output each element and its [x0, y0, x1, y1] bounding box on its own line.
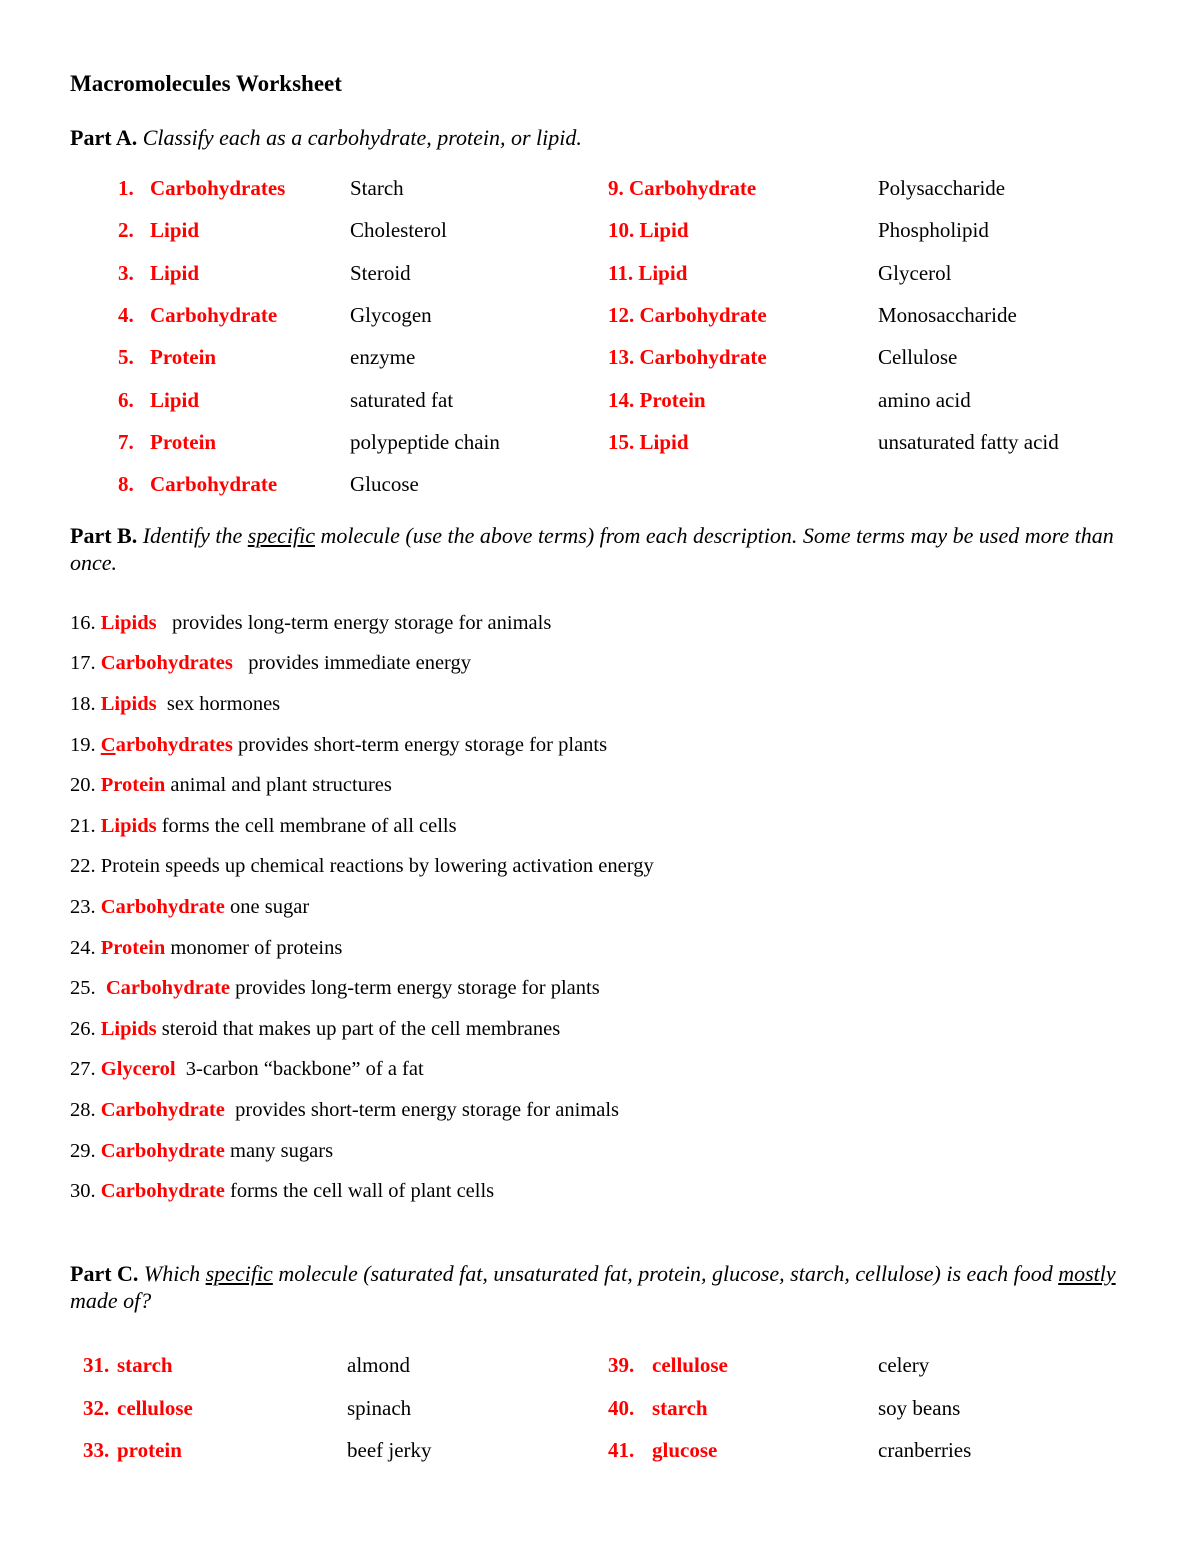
- text-segment: made of?: [70, 1260, 1122, 1314]
- part-c-row: [608, 1387, 1130, 1429]
- answer-text: Lipid: [150, 387, 200, 412]
- item-number: 9.: [608, 176, 624, 201]
- answer-text: protein: [117, 1438, 182, 1463]
- answer-run: [608, 261, 878, 286]
- term-text: Glycerol: [878, 260, 952, 285]
- text-segment: Carbohydrate: [100, 1180, 225, 1203]
- text-segment: Part A.: [70, 125, 138, 150]
- text-segment: provides immediate energy: [232, 652, 472, 675]
- part-b-item: [70, 1171, 1130, 1212]
- text-segment: arbohydrates: [115, 733, 233, 756]
- text-segment: 29.: [70, 1139, 101, 1162]
- answer-text: Carbohydrate: [150, 472, 278, 497]
- part-a-list-right: [608, 168, 1130, 464]
- page-title: Macromolecules Worksheet: [70, 71, 342, 96]
- text-segment: provides long-term energy storage for plants: [230, 977, 600, 1000]
- text-segment: molecule (use the above terms) from each description. Some terms may be used more than once.: [70, 522, 1120, 576]
- text-segment: specific: [247, 522, 315, 548]
- part-b-item: [70, 1009, 1130, 1050]
- text-segment: mostly: [1058, 1260, 1116, 1286]
- term-text: Phospholipid: [878, 218, 989, 243]
- item-number: 6.: [118, 387, 134, 412]
- text-segment: sex hormones: [156, 693, 281, 716]
- text-segment: 17.: [70, 652, 101, 675]
- term-text: polypeptide chain: [350, 429, 500, 454]
- answer-text: Carbohydrate: [150, 303, 278, 328]
- text-segment: Part C.: [70, 1260, 139, 1286]
- term-text: Starch: [350, 176, 404, 201]
- answer-run: [608, 303, 878, 328]
- text-segment: Carbohydrate: [100, 1099, 225, 1121]
- text-segment: Which: [143, 1260, 206, 1286]
- term-text: Polysaccharide: [878, 176, 1006, 201]
- item-number: 5.: [118, 345, 134, 370]
- part-b-item: [70, 725, 1130, 766]
- answer-text: Lipid: [638, 260, 688, 285]
- term-text: Cholesterol: [350, 218, 447, 243]
- part-b-list: [70, 603, 1130, 1212]
- text-segment: 21.: [70, 814, 101, 837]
- item-number: 39.: [608, 1353, 635, 1378]
- item-number: 11.: [608, 260, 634, 285]
- part-c-header: [70, 1260, 1130, 1315]
- term-text: Glucose: [350, 472, 419, 497]
- part-a-row: [608, 379, 1130, 421]
- text-segment: 27.: [70, 1058, 101, 1081]
- part-c-row: [608, 1345, 1130, 1387]
- answer-run: [608, 345, 878, 370]
- item-number: 31.: [83, 1353, 110, 1378]
- part-c-row: [608, 1429, 1130, 1471]
- food-text: soy beans: [878, 1395, 961, 1420]
- text-segment: Lipids: [100, 1017, 157, 1040]
- item-number: 40.: [608, 1395, 635, 1420]
- item-number: 14.: [608, 387, 635, 412]
- text-segment: specific: [205, 1260, 273, 1286]
- text-segment: many sugars: [224, 1139, 334, 1162]
- text-segment: provides long-term energy storage for animals: [156, 611, 552, 634]
- part-b-item: [70, 643, 1130, 684]
- item-number: 13.: [608, 345, 635, 370]
- answer-text: cellulose: [652, 1353, 728, 1378]
- answer-text: Protein: [150, 345, 217, 370]
- text-segment: forms the cell wall of plant cells: [224, 1180, 495, 1203]
- part-b-header: [70, 522, 1130, 577]
- answer-text: Protein: [150, 429, 217, 454]
- part-b-item: [70, 928, 1130, 969]
- part-c-list: [70, 1345, 1130, 1472]
- part-a-row: [608, 168, 1130, 210]
- part-a-row: [608, 421, 1130, 463]
- text-segment: Glycerol: [100, 1058, 176, 1081]
- part-b-item: [70, 887, 1130, 928]
- text-segment: C: [100, 733, 116, 756]
- text-segment: animal and plant structures: [165, 774, 392, 797]
- text-segment: Lipids: [100, 611, 157, 634]
- term-text: enzyme: [350, 345, 416, 370]
- part-a-list: [70, 168, 1130, 506]
- text-segment: Protein: [100, 936, 166, 959]
- item-number: 15.: [608, 429, 635, 454]
- text-segment: Identify the: [142, 522, 248, 548]
- answer-text: Carbohydrates: [150, 176, 286, 201]
- text-segment: provides short-term energy storage for animals: [224, 1099, 620, 1121]
- term-text: Steroid: [350, 260, 411, 285]
- text-segment: Classify each as a carbohydrate, protein, or lipid.: [142, 125, 582, 150]
- text-segment: provides short-term energy storage for plants: [232, 733, 608, 756]
- text-segment: 22. Protein speeds up chemical reactions by lowering activation energy: [70, 855, 654, 878]
- answer-text: Lipid: [150, 260, 200, 285]
- text-segment: Carbohydrate: [100, 896, 225, 919]
- answer-text: glucose: [652, 1438, 718, 1463]
- part-a-row: [608, 252, 1130, 294]
- text-segment: 18.: [70, 693, 101, 716]
- answer-run: [608, 430, 878, 455]
- term-text: amino acid: [878, 387, 971, 412]
- text-segment: 30.: [70, 1180, 101, 1203]
- part-b-item: [70, 684, 1130, 725]
- text-segment: 25.: [70, 977, 106, 1000]
- text-segment: 16.: [70, 611, 101, 634]
- food-text: beef jerky: [347, 1438, 432, 1463]
- text-segment: 28.: [70, 1099, 101, 1121]
- answer-text: Carbohydrate: [629, 176, 757, 201]
- item-number: 32.: [83, 1395, 110, 1420]
- text-segment: 3-carbon “backbone” of a fat: [175, 1058, 424, 1081]
- part-a-row: [608, 210, 1130, 252]
- answer-text: Lipid: [150, 218, 200, 243]
- item-number: 12.: [608, 303, 635, 328]
- text-segment: 23.: [70, 896, 101, 919]
- text-segment: Carbohydrate: [100, 1139, 225, 1162]
- part-c-list-right: [608, 1345, 1130, 1472]
- answer-text: starch: [652, 1395, 708, 1420]
- item-number: 10.: [608, 218, 635, 243]
- part-b-item: [70, 846, 1130, 887]
- text-segment: Protein: [100, 774, 166, 797]
- part-b-item: [70, 806, 1130, 847]
- part-b-item: [70, 1049, 1130, 1090]
- text-segment: molecule (saturated fat, unsaturated fat, protein, glucose, starch, cellulose) is each food: [272, 1260, 1059, 1286]
- answer-text: Lipid: [639, 429, 689, 454]
- food-text: cranberries: [878, 1438, 972, 1463]
- answer-run: [608, 176, 878, 201]
- term-text: unsaturated fatty acid: [878, 429, 1059, 454]
- term-text: Cellulose: [878, 345, 958, 370]
- text-segment: Part B.: [70, 522, 138, 548]
- item-number: 4.: [118, 303, 134, 328]
- part-a-row: [608, 337, 1130, 379]
- answer-text: cellulose: [117, 1395, 193, 1420]
- food-text: almond: [347, 1353, 410, 1378]
- term-text: Glycogen: [350, 303, 432, 328]
- term-text: saturated fat: [350, 387, 454, 412]
- text-segment: 20.: [70, 774, 101, 797]
- item-number: 8.: [118, 472, 134, 497]
- item-number: 7.: [118, 429, 134, 454]
- term-text: Monosaccharide: [878, 303, 1017, 328]
- answer-run: [608, 388, 878, 413]
- item-number: 33.: [83, 1438, 110, 1463]
- text-segment: 24.: [70, 936, 101, 959]
- text-segment: Carbohydrate: [105, 977, 231, 1000]
- part-b-item: [70, 968, 1130, 1009]
- item-number: 3.: [118, 260, 134, 285]
- item-number: 1.: [118, 176, 134, 201]
- item-number: 41.: [608, 1438, 635, 1463]
- text-segment: forms the cell membrane of all cells: [156, 814, 457, 837]
- part-a-row: [118, 464, 1130, 506]
- answer-text: Carbohydrate: [639, 345, 767, 370]
- part-b-item: [70, 765, 1130, 806]
- part-b-item: [70, 1131, 1130, 1172]
- text-segment: one sugar: [224, 896, 310, 919]
- text-segment: 26.: [70, 1017, 101, 1040]
- item-number: 2.: [118, 218, 134, 243]
- text-segment: monomer of proteins: [165, 936, 343, 959]
- text-segment: Carbohydrates: [100, 652, 233, 675]
- text-segment: Lipids: [100, 693, 157, 716]
- text-segment: 19.: [70, 733, 101, 756]
- text-segment: Lipids: [100, 814, 157, 837]
- text-segment: steroid that makes up part of the cell membranes: [156, 1017, 561, 1040]
- part-b-item: [70, 603, 1130, 644]
- food-text: celery: [878, 1353, 930, 1378]
- answer-text: Protein: [639, 387, 706, 412]
- part-a-header: [70, 124, 1130, 152]
- part-b-item: [70, 1090, 1130, 1131]
- part-a-row: [608, 294, 1130, 336]
- answer-run: [608, 218, 878, 243]
- answer-text: Carbohydrate: [639, 303, 767, 328]
- answer-text: starch: [117, 1353, 173, 1378]
- food-text: spinach: [347, 1395, 412, 1420]
- answer-text: Lipid: [639, 218, 689, 243]
